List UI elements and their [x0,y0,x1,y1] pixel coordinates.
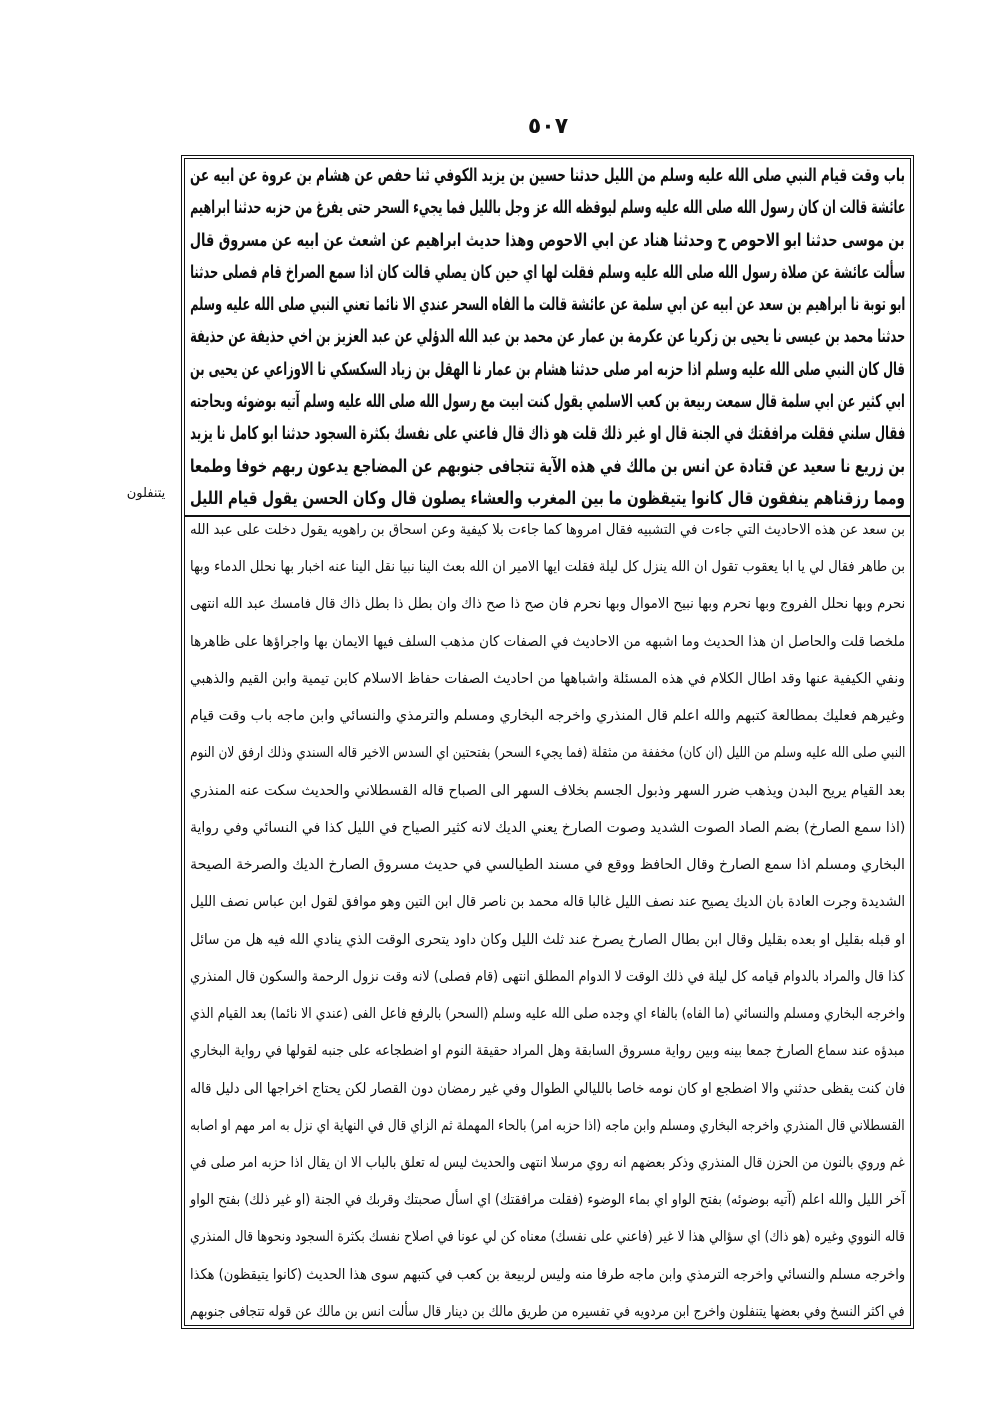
commentary-line [190,1189,905,1211]
line-text: بن سعد عن هذه الاحاديث التي جاءت في التشبيه فقال امروها كما جاءت بلا كيفية وعن اسحاق بن راهويه يقول دخلت على عبد الله [190,522,905,538]
main-text-line [190,227,905,255]
commentary-line [190,780,905,802]
line-text: كذا قال والمراد بالدوام قيامه كل ليلة في ذلك الوقت لا الدوام المطلق انتهى (قام فصلى) لانه وقت نزول الرحمة والسكون قال المنذري [190,968,905,985]
line-text: الشديدة وجرت العادة بان الديك يصيح عند نصف الليل غالبا قاله محمد بن ناصر قال ابن التين وهو موافق لقول ابن عباس نصف الليل [189,894,905,911]
line-text: ونفي الكيفية عنها وقد اطال الكلام في هذه المسئلة واشباهها من احاديث الصفات حفاظ الاسلام كابن تيمية وابن القيم والذهبي [190,670,905,687]
line-text: ملخصا قلت والحاصل ان هذا الحديث وما اشبهه من الاحاديث في الصفات كان مذهب السلف فيها الايمان بها واجراؤها على ظاهرها [189,633,905,650]
commentary-line [190,1078,905,1100]
line-text: او قبله بقليل او بعده بقليل وقال ابن بطال الصارخ يصرخ عند ثلث الليل وكان داود يتحرى الوقت الذي ينادي الله فيه هل من سائل [189,931,905,948]
line-text: بن موسى حدثنا ابو الاحوص ح وحدثنا هناد عن ابي الاحوص وهذا حديث ابراهيم عن اشعث عن ابيه عن مسروق قال [190,229,905,251]
main-text-line [190,420,905,448]
commentary-block [190,519,905,1323]
line-text: ابي كثير عن ابي سلمة قال سمعت ربيعة بن كعب الاسلمي يقول كنت ابيت مع رسول الله صلى الله عليه وسلم آتيه بوضوئه وبحاجته [190,391,905,413]
commentary-line [190,1040,905,1062]
main-text-line [190,485,905,513]
commentary-line [190,556,905,578]
line-text: سألت عائشة عن صلاة رسول الله صلى الله عليه وسلم فقلت لها اي حين كان يصلي قالت كان اذا سمع الصراخ قام فصلى حدثنا [189,261,905,283]
commentary-line [190,854,905,876]
commentary-line [190,1115,905,1137]
line-text: نحرم وبها نحلل الفروج وبها نحرم وبها نبيح الاموال وبها نحرم فان صح ذا صح ذاك وان بطل ذا بطل ذاك قال فامسك عبد الله انتهى [189,596,905,613]
line-text: في اكثر النسخ وفي بعضها يتنفلون واخرج ابن مردويه في تفسيره من طريق مالك بن دينار قال سألت انس بن مالك عن قوله تتجافى جنوبهم [190,1303,905,1320]
commentary-line [190,1301,905,1323]
line-text: ومما رزقناهم ينفقون قال كانوا يتيقظون ما بين المغرب والعشاء يصلون قال وكان الحسن يقول قيام الليل [190,487,905,509]
line-text: باب وقت قيام النبي صلى الله عليه وسلم من الليل حدثنا حسين بن يزيد الكوفي ثنا حفص عن هشام بن عروة عن ابيه عن [190,165,905,186]
line-text: بن زريع نا سعيد عن قتادة عن انس بن مالك في هذه الآية تتجافى جنوبهم عن المضاجع يدعون ربهم خوفا وطمعا [189,455,905,477]
commentary-line [190,966,905,988]
line-text: غم وروي بالنون من الحزن قال المنذري وذكر بعضهم انه روي مرسلا انتهى والحديث ليس له تعلق بالباب الا ان يقال اذا حزبه امر صلى في [190,1154,905,1171]
main-text-line [190,162,905,190]
commentary-line [190,631,905,653]
line-text: بعد القيام يريح البدن ويذهب ضرر السهر وذبول الجسم بخلاف السهر الى الصباح قاله القسطلاني والحديث سكت عنه المنذري [189,782,905,799]
line-text: واخرجه البخاري ومسلم والنسائي (ما الفاه) بالفاء اي وجده صلى الله عليه وسلم (السحر) بالرفع فاعل الفى (عندي الا نائما) بعد القيام الذي [189,1006,905,1023]
margin-note: يتنفلون [126,486,166,501]
line-text: ابو توبة نا ابراهيم بن سعد عن ابيه عن ابي سلمة عن عائشة قالت ما الفاه السحر عندي الا نائما تعني النبي صلى الله عليه وسلم [189,294,905,316]
line-text: مبدؤه عند سماع الصارخ جمعا بينه وبين رواية مسروق السابقة وهل المراد حقيقة النوم او اضطجاعه على جنبه لقولها في رواية البخاري [190,1043,905,1060]
line-text: آخر الليل والله اعلم (آتيه بوضوئه) بفتح الواو اي بماء الوضوء (فقلت مرافقتك) اي اسأل صحبتك وقربك في الجنة (او غير ذلك) بفتح الواو [189,1192,905,1209]
section-divider [185,515,910,517]
page-number: ٥٠٧ [527,114,569,139]
line-text: حدثنا محمد بن عيسى نا يحيى بن زكريا عن عكرمة بن عمار عن محمد بن عبد الله الدؤلي عن عبد العزيز بن اخي حذيفة عن حذيفة [189,326,905,348]
main-text-line [190,259,905,287]
commentary-line [190,1152,905,1174]
line-text: البخاري ومسلم اذا سمع الصارخ وقال الحافظ ووقع في مسند الطيالسي في حديث مسروق الصارخ الديك والصرخة الصيحة [190,857,905,874]
main-text-line [190,291,905,319]
commentary-line [190,668,905,690]
line-text: فقال سلني فقلت مرافقتك في الجنة قال او غير ذلك قلت هو ذاك قال فاعني على نفسك بكثرة السجود حدثنا ابو كامل نا يزيد [189,423,905,445]
main-text-block [190,162,905,513]
line-text: عائشة قالت ان كان رسول الله صلى الله عليه وسلم ليوقظه الله عز وجل بالليل فما يجيء السحر حتى يفرغ من حزبه حدثنا ابراهيم [189,197,905,219]
line-text: (اذا سمع الصارخ) بضم الصاد الصوت الشديد وصوت الصارخ يعني الديك لانه كثير الصياح في الليل كذا في النسائي وفي رواية [189,819,905,836]
commentary-line [190,519,905,541]
commentary-line [190,1264,905,1286]
commentary-line [190,929,905,951]
line-text: وغيرهم فعليك بمطالعة كتبهم والله اعلم قال المنذري واخرجه البخاري ومسلم والترمذي والنسائي وابن ماجه باب وقت قيام [190,708,905,725]
commentary-line [190,742,905,764]
main-text-line [190,323,905,351]
line-text: قاله النووي وغيره (هو ذاك) اي سؤالي هذا لا غير (فاعني على نفسك) معناه كن لي عونا في اصلاح نفسك بكثرة السجود ونحوها قال المنذري [190,1229,905,1246]
main-text-line [190,194,905,222]
line-text: فان كنت يقظى حدثني والا اضطجع او كان نومه خاصا بالليالي الطوال وفي غير رمضان دون القصار لكن يحتاج اخراجها الى دليل قاله [189,1080,905,1097]
commentary-line [190,705,905,727]
commentary-line [190,1226,905,1248]
text-frame [181,155,914,1329]
commentary-line [190,1003,905,1025]
line-text: بن طاهر فقال لي يا ابا يعقوب تقول ان الله ينزل كل ليلة فقلت ايها الامير ان الله بعث الينا نبيا نقل الينا عنه اخبار بها نحلل الدماء وبها [190,559,905,576]
line-text: واخرجه مسلم والنسائي واخرجه الترمذي وابن ماجه طرفا منه وليس لربيعة بن كعب في كتبهم سوى هذا الحديث (كانوا يتيقظون) هكذا [189,1266,905,1283]
commentary-line [190,817,905,839]
commentary-line [190,593,905,615]
main-text-line [190,388,905,416]
commentary-line [190,891,905,913]
line-text: القسطلاني قال المنذري واخرجه البخاري ومسلم وابن ماجه (اذا حزبه امر) بالحاء المهملة ثم الزاي قال في النهاية اي نزل به امر مهم او اصابه [190,1117,905,1134]
main-text-line [190,356,905,384]
main-text-line [190,453,905,481]
line-text: النبي صلى الله عليه وسلم من الليل (ان كان) مخففة من مثقلة (فما يجيء السحر) بفتحتين اي السدس الاخير قاله السندي وذلك ارفق لان النوم [189,745,905,762]
line-text: قال كان النبي صلى الله عليه وسلم اذا حزبه امر صلى حدثنا هشام بن عمار نا الهقل بن زياد السكسكي نا الاوزاعي عن يحيى بن [190,358,905,380]
